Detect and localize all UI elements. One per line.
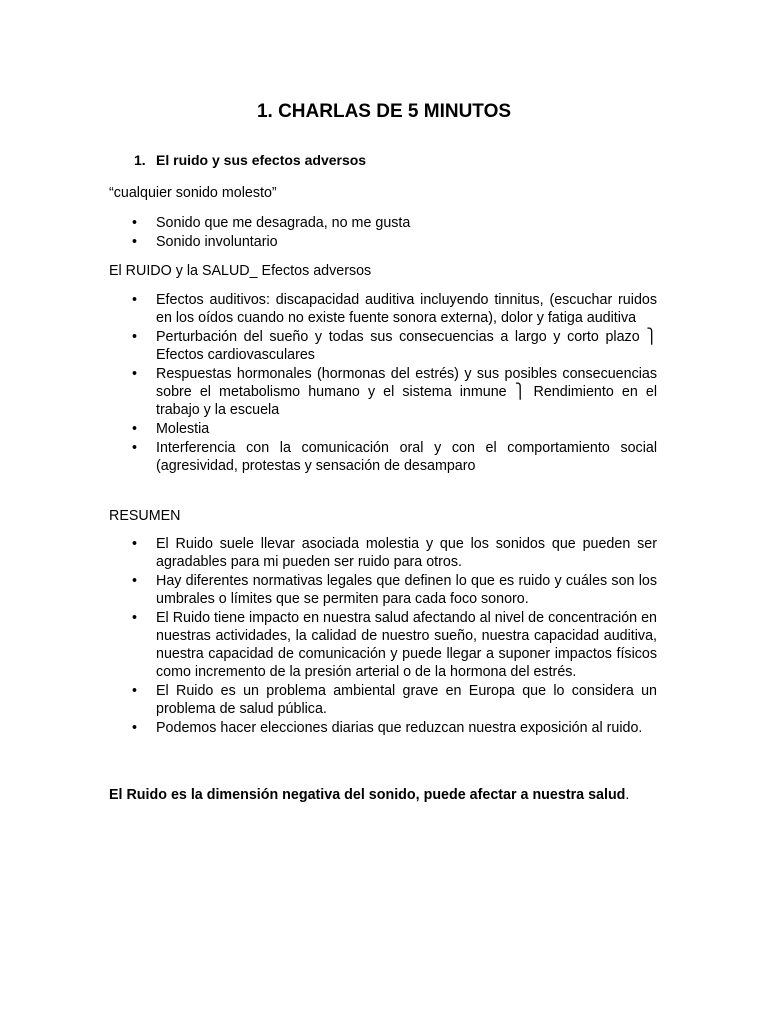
conclusion-text	[109, 786, 657, 804]
list-item-text: Sonido involuntario	[156, 234, 278, 250]
list-item	[132, 439, 657, 475]
list-item	[132, 365, 657, 419]
list-item	[132, 609, 657, 681]
list-item-text: El Ruido suele llevar asociada molestia y que los sonidos que pueden ser agradables para mi pueden ser ruido para otros.	[156, 536, 657, 570]
bullet-icon: •	[132, 366, 138, 382]
conclusion-period: .	[625, 787, 630, 803]
bullet-icon: •	[132, 536, 138, 552]
section-number: 1.	[134, 152, 146, 168]
bullet-icon: •	[132, 610, 138, 626]
list-item-text: Interferencia con la comunicación oral y con el comportamiento social (agresividad, protestas y sensación de desamparo	[156, 440, 657, 474]
bullet-icon: •	[132, 292, 138, 308]
section-heading	[134, 151, 366, 169]
bullet-icon: •	[132, 215, 138, 231]
list-item-text: Efectos auditivos: discapacidad auditiva incluyendo tinnitus, (escuchar ruidos en los oídos cuando no existe fuente sonora externa), dolor y fatiga auditiva	[156, 292, 657, 326]
summary-heading: RESUMEN	[109, 508, 181, 524]
bullet-icon: •	[132, 440, 138, 456]
definition-list	[132, 214, 657, 252]
definition-text: “cualquier sonido molesto”	[109, 185, 277, 201]
bullet-icon: •	[132, 421, 138, 437]
document-title: 1. CHARLAS DE 5 MINUTOS	[256, 101, 512, 122]
list-item-text: Molestia	[156, 421, 210, 437]
list-item	[132, 328, 657, 364]
summary-list	[132, 535, 657, 738]
list-item-text: El Ruido tiene impacto en nuestra salud afectando al nivel de concentración en nuestras actividades, la calidad de nuestro sueño, nuestra capacidad auditiva, nuestra capacidad de comunicación y puede llegar a suponer impactos físicos como incremento de la presión arterial o de la hormona del estrés.	[156, 610, 657, 680]
effects-heading: El RUIDO y la SALUD_ Efectos adversos	[109, 263, 372, 279]
list-item	[132, 719, 657, 737]
bullet-icon: •	[132, 720, 138, 736]
list-item	[132, 291, 657, 327]
bullet-icon: •	[132, 329, 138, 345]
list-item	[132, 535, 657, 571]
list-item-text: Perturbación del sueño y todas sus consecuencias a largo y corto plazo ⎫ Efectos cardiovasculares	[156, 329, 657, 363]
list-item	[132, 682, 657, 718]
list-item	[132, 233, 657, 251]
bullet-icon: •	[132, 683, 138, 699]
bullet-icon: •	[132, 234, 138, 250]
list-item-text: Sonido que me desagrada, no me gusta	[156, 215, 411, 231]
list-item-text: Respuestas hormonales (hormonas del estrés) y sus posibles consecuencias sobre el metabolismo humano y el sistema inmune ⎫ Rendimiento en el trabajo y la escuela	[156, 366, 657, 418]
list-item	[132, 572, 657, 608]
list-item-text: Hay diferentes normativas legales que definen lo que es ruido y cuáles son los umbrales o límites que se permiten para cada foco sonoro.	[156, 573, 657, 607]
section-heading-text: El ruido y sus efectos adversos	[156, 152, 367, 168]
list-item-text: Podemos hacer elecciones diarias que reduzcan nuestra exposición al ruido.	[156, 720, 643, 736]
conclusion-body: El Ruido es la dimensión negativa del sonido, puede afectar a nuestra salud	[109, 787, 626, 803]
list-item	[132, 420, 657, 438]
list-item-text: El Ruido es un problema ambiental grave en Europa que lo considera un problema de salud pública.	[156, 683, 657, 717]
bullet-icon: •	[132, 573, 138, 589]
list-item	[132, 214, 657, 232]
effects-list	[132, 291, 657, 476]
